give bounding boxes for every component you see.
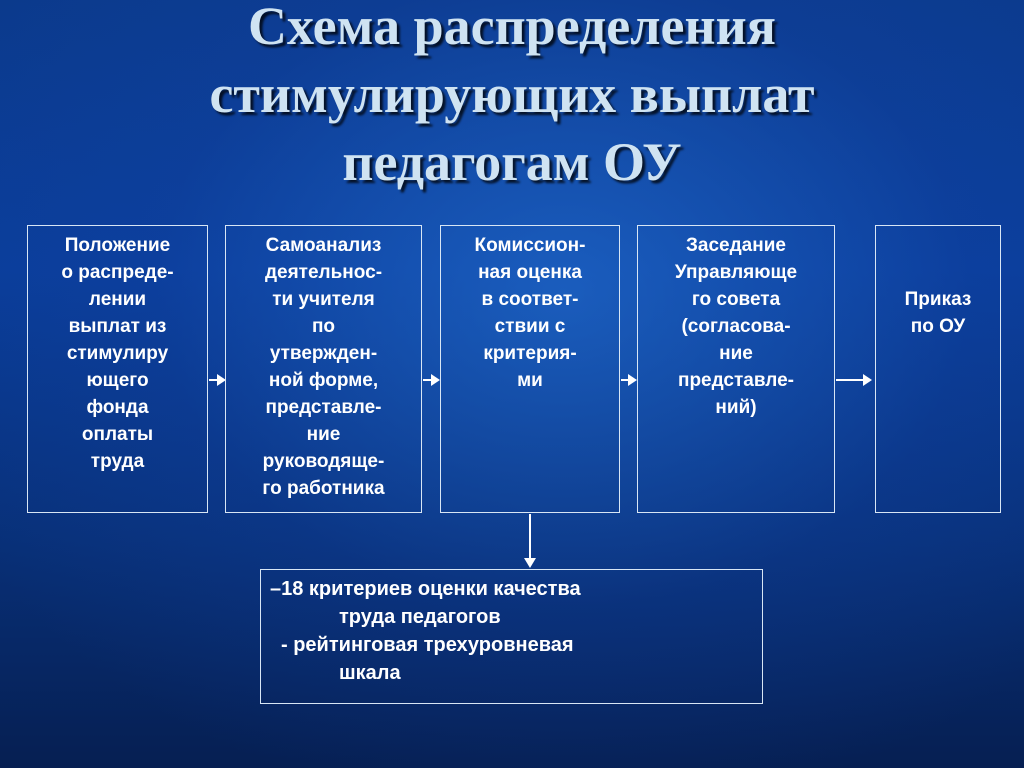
step-label-self-analysis: Самоанализ деятельнос- ти учителя по утвержден- ной форме, представле- ние руководяще- го работника xyxy=(262,235,385,499)
step-label-order: Приказ по ОУ xyxy=(904,289,972,337)
criteria-line-4: шкала xyxy=(339,662,401,684)
criteria-line-2: труда педагогов xyxy=(339,606,501,628)
step-box-council xyxy=(637,225,835,513)
arrow-right-2 xyxy=(423,379,438,381)
step-label-commission: Комиссион- ная оценка в соответ- ствии с критерия- ми xyxy=(474,235,586,391)
criteria-line-3: - рейтинговая трехуровневая xyxy=(281,634,574,656)
arrow-right-1 xyxy=(209,379,224,381)
step-label-council: Заседание Управляюще го совета (согласова- ние представле- ний) xyxy=(674,235,798,418)
step-box-regulation xyxy=(27,225,208,513)
title-line-3: педагогам ОУ xyxy=(342,132,682,192)
arrow-right-3 xyxy=(621,379,635,381)
slide-title xyxy=(0,0,1024,196)
step-box-order xyxy=(875,225,1001,513)
arrow-down xyxy=(529,514,531,566)
criteria-box xyxy=(260,569,763,704)
criteria-line-1: –18 критериев оценки качества xyxy=(270,578,581,600)
step-label-regulation: Положение о распреде- лении выплат из стимулиру ющего фонда оплаты труда xyxy=(61,235,174,472)
title-line-1: Схема распределения xyxy=(248,0,776,56)
title-line-2: стимулирующих выплат xyxy=(209,64,815,124)
step-box-self-analysis xyxy=(225,225,422,513)
step-box-commission xyxy=(440,225,620,513)
arrow-right-4 xyxy=(836,379,870,381)
